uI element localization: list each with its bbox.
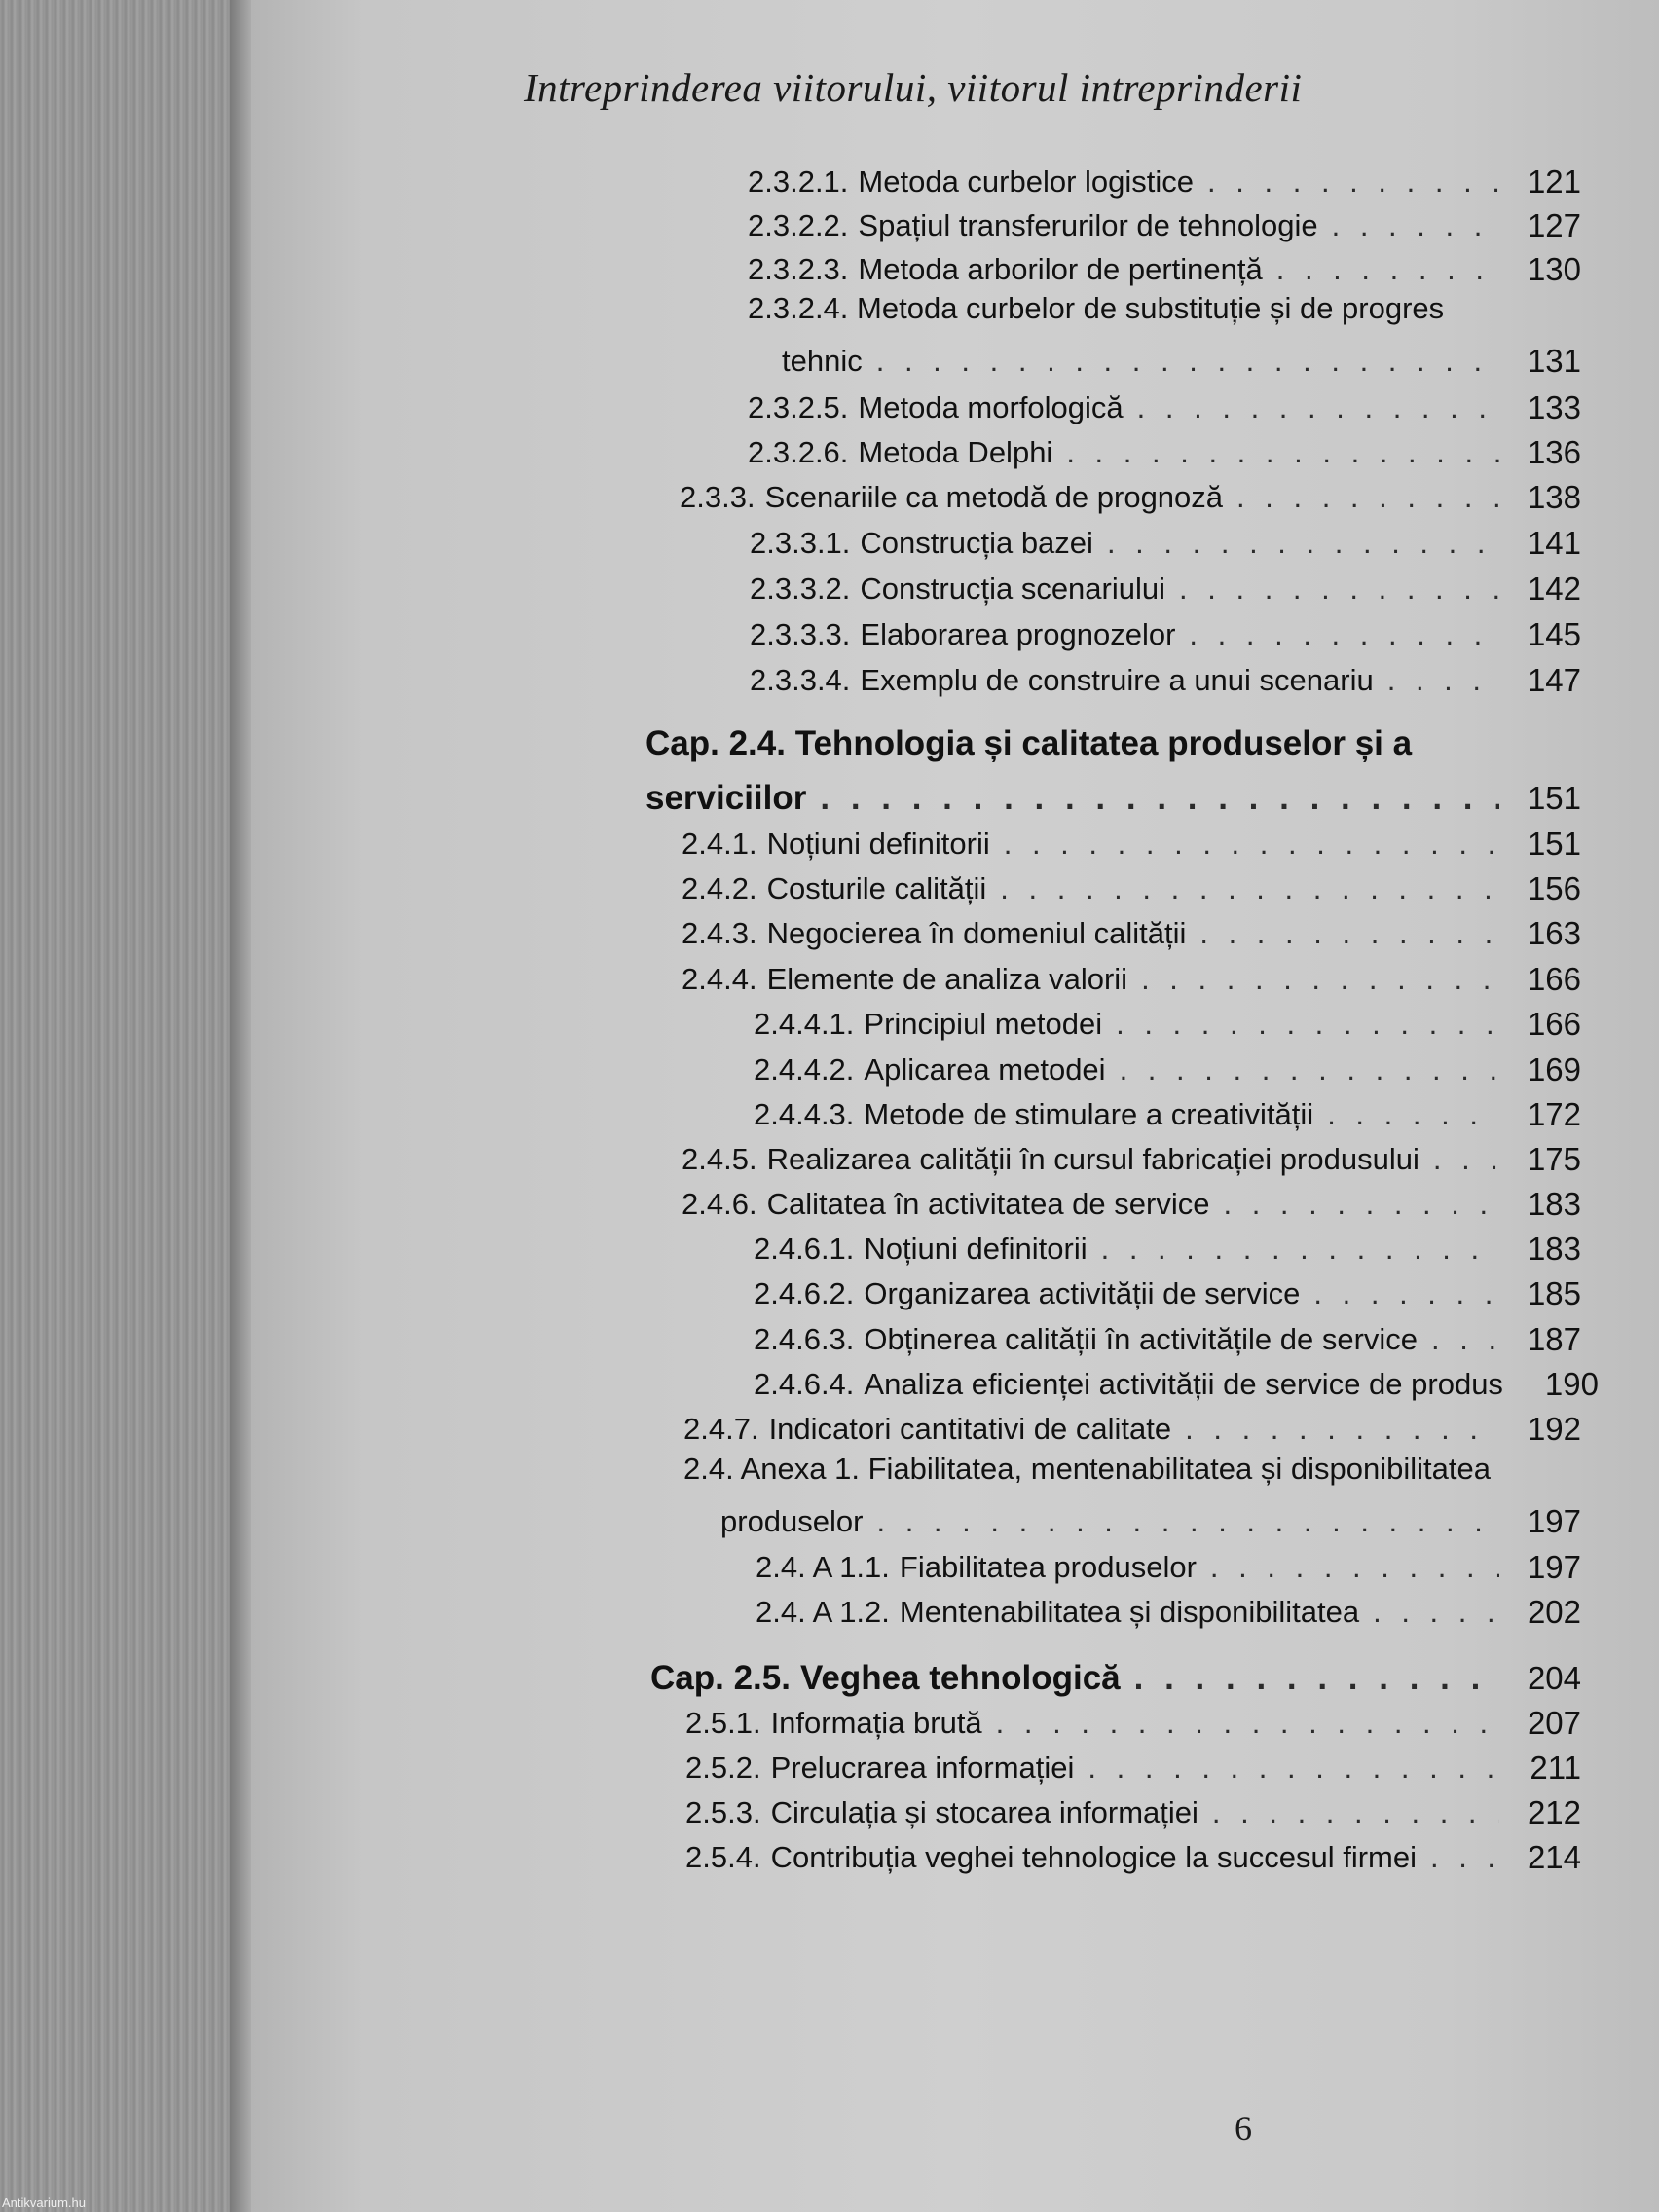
entry-title: Metoda curbelor logistice xyxy=(858,165,1195,199)
dot-leader xyxy=(1107,525,1499,562)
entry-title: produselor xyxy=(720,1504,864,1538)
chapter-heading-first-line xyxy=(645,725,1412,762)
entry-title: Exemplu de construire a unui scenariu xyxy=(860,663,1374,697)
entry-number: 2.3.2.5. xyxy=(748,390,849,424)
entry-page: 156 xyxy=(1527,870,1581,906)
entry-page: 121 xyxy=(1527,164,1581,200)
toc-entry xyxy=(750,563,1581,608)
entry-title: Fiabilitatea produselor xyxy=(899,1550,1197,1584)
toc-entry-first-line xyxy=(683,1451,1491,1488)
toc-entry xyxy=(748,382,1581,426)
entry-page: 166 xyxy=(1527,961,1581,997)
entry-number: 2.3.3. xyxy=(680,480,756,514)
toc-entry xyxy=(754,1088,1581,1133)
toc-entry xyxy=(754,1268,1581,1312)
dot-leader xyxy=(1373,1594,1499,1631)
toc-entry xyxy=(756,1541,1581,1586)
table-of-contents xyxy=(251,0,1659,2212)
entry-number: 2.4. A 1.2. xyxy=(756,1595,890,1629)
dot-leader xyxy=(876,1503,1499,1540)
toc-entry xyxy=(754,1223,1581,1268)
entry-number: 2.4.4.3. xyxy=(754,1097,855,1131)
entry-title: Analiza eficienței activității de service de produs xyxy=(864,1367,1503,1401)
entry-number: 2.4.6.3. xyxy=(754,1322,855,1356)
dot-leader xyxy=(1179,571,1499,608)
dot-leader xyxy=(1236,479,1499,516)
entry-number: 2.4.5. xyxy=(682,1142,757,1176)
entry-page: 197 xyxy=(1527,1549,1581,1585)
entry-title: Prelucrarea informației xyxy=(770,1751,1075,1785)
entry-title: Circulația și stocarea informației xyxy=(770,1795,1198,1829)
entry-title-line1: Anexa 1. Fiabilitatea, mentenabilitatea și disponibilitatea xyxy=(740,1452,1491,1486)
dot-leader xyxy=(1185,1411,1499,1448)
entry-number: 2.3.2.6. xyxy=(748,435,849,469)
entry-page: 202 xyxy=(1527,1594,1581,1630)
entry-page: 214 xyxy=(1527,1839,1581,1875)
toc-entry xyxy=(756,1586,1581,1631)
dot-leader xyxy=(1223,1186,1499,1223)
dot-leader xyxy=(1387,662,1499,699)
chapter-title: serviciilor xyxy=(645,779,807,817)
entry-number: 2.4.6.2. xyxy=(754,1276,855,1310)
entry-page: 133 xyxy=(1527,389,1581,425)
entry-number: 2.3.2.1. xyxy=(748,165,849,199)
toc-entry xyxy=(750,608,1581,653)
dot-leader xyxy=(1433,1141,1499,1178)
entry-title: Organizarea activității de service xyxy=(864,1276,1301,1310)
entry-page: 207 xyxy=(1527,1705,1581,1741)
dot-leader xyxy=(1430,1839,1499,1876)
entry-number: 2.4.4. xyxy=(682,962,757,996)
toc-entry xyxy=(748,200,1581,244)
dot-leader xyxy=(876,343,1499,380)
entry-title: tehnic xyxy=(782,344,863,378)
toc-entry xyxy=(685,1697,1581,1742)
entry-title: Noțiuni definitorii xyxy=(766,827,990,861)
entry-page: 172 xyxy=(1527,1096,1581,1132)
entry-number: 2.4.6. xyxy=(682,1187,757,1221)
entry-title: Negocierea în domeniul calității xyxy=(766,916,1187,950)
entry-number: 2.3.3.1. xyxy=(750,526,851,560)
chapter-heading xyxy=(650,1652,1581,1697)
running-head: Intreprinderea viitorului, viitorul intreprinderii xyxy=(524,65,1303,110)
entry-title: Realizarea calității în cursul fabricației produsului xyxy=(766,1142,1419,1176)
toc-entry xyxy=(750,654,1581,699)
entry-page: 151 xyxy=(1527,826,1581,862)
toc-entry xyxy=(685,1787,1581,1831)
dot-leader xyxy=(1313,1275,1499,1312)
entry-page: 141 xyxy=(1527,525,1581,561)
toc-entry xyxy=(680,471,1581,516)
entry-number: 2.4.4.1. xyxy=(754,1007,855,1041)
watermark: Antikvarium.hu xyxy=(2,2195,86,2210)
dot-leader xyxy=(1212,1794,1499,1831)
dot-leader xyxy=(1137,389,1499,426)
toc-entry xyxy=(720,1495,1581,1540)
entry-number: 2.5.2. xyxy=(685,1751,761,1785)
chapter-number: Cap. 2.4. xyxy=(645,724,786,762)
entry-title: Mentenabilitatea și disponibilitatea xyxy=(899,1595,1360,1629)
entry-number: 2.3.3.2. xyxy=(750,571,851,606)
toc-entry xyxy=(682,863,1581,907)
entry-page: 147 xyxy=(1527,662,1581,698)
entry-page: 212 xyxy=(1527,1794,1581,1830)
entry-page: 142 xyxy=(1527,571,1581,607)
entry-number: 2.4.6.1. xyxy=(754,1232,855,1266)
entry-title: Contribuția veghei tehnologice la succesul firmei xyxy=(770,1840,1417,1874)
dot-leader xyxy=(1141,961,1499,998)
entry-number: 2.4.7. xyxy=(683,1412,759,1446)
entry-page: 175 xyxy=(1527,1141,1581,1177)
entry-page: 151 xyxy=(1527,780,1581,816)
entry-number: 2.5.1. xyxy=(685,1706,761,1740)
entry-number: 2.4.1. xyxy=(682,827,757,861)
dot-leader xyxy=(1101,1231,1499,1268)
dot-leader xyxy=(1116,1006,1499,1043)
entry-page: 138 xyxy=(1527,479,1581,515)
entry-page: 127 xyxy=(1527,207,1581,243)
dot-leader xyxy=(1000,870,1499,907)
dot-leader xyxy=(1207,164,1499,201)
book-page xyxy=(251,0,1659,2212)
dot-leader xyxy=(1276,251,1499,288)
toc-entry xyxy=(754,1358,1599,1403)
toc-entry xyxy=(682,1178,1581,1223)
dot-leader xyxy=(1210,1549,1499,1586)
chapter-title: Veghea tehnologică xyxy=(799,1659,1121,1697)
entry-number: 2.3.2.3. xyxy=(748,252,849,286)
entry-title: Informația brută xyxy=(770,1706,982,1740)
entry-page: 183 xyxy=(1527,1231,1581,1267)
dot-leader xyxy=(1066,434,1499,471)
entry-number: 2.4.4.2. xyxy=(754,1052,855,1087)
entry-title: Metoda arborilor de pertinență xyxy=(858,252,1263,286)
entry-page: 130 xyxy=(1527,251,1581,287)
dot-leader xyxy=(1134,1660,1499,1697)
entry-title: Principiul metodei xyxy=(864,1007,1103,1041)
entry-title: Noțiuni definitorii xyxy=(864,1232,1088,1266)
dot-leader xyxy=(1004,826,1499,863)
entry-title: Metode de stimulare a creativității xyxy=(864,1097,1314,1131)
toc-entry xyxy=(683,1403,1581,1448)
entry-number: 2.3.3.4. xyxy=(750,663,851,697)
toc-entry xyxy=(754,1044,1581,1088)
entry-number: 2.3.3.3. xyxy=(750,617,851,651)
entry-title: Costurile calității xyxy=(766,871,987,905)
toc-entry xyxy=(754,998,1581,1043)
toc-entry xyxy=(685,1831,1581,1876)
toc-entry-first-line xyxy=(748,290,1444,327)
entry-title: Metoda Delphi xyxy=(858,435,1053,469)
entry-number: 2.5.4. xyxy=(685,1840,761,1874)
table-surface xyxy=(0,0,268,2212)
entry-page: 131 xyxy=(1527,343,1581,379)
entry-number: 2.5.3. xyxy=(685,1795,761,1829)
entry-page: 185 xyxy=(1527,1275,1581,1311)
toc-entry xyxy=(750,517,1581,562)
entry-title-line1: Metoda curbelor de substituție și de progres xyxy=(857,291,1445,325)
chapter-title-line1: Tehnologia și calitatea produselor și a xyxy=(794,724,1413,762)
entry-title: Elaborarea prognozelor xyxy=(860,617,1176,651)
entry-page: 169 xyxy=(1527,1051,1581,1088)
entry-number: 2.4. A 1.1. xyxy=(756,1550,890,1584)
entry-page: 166 xyxy=(1527,1006,1581,1042)
entry-title: Construcția bazei xyxy=(860,526,1093,560)
entry-number: 2.4. xyxy=(683,1452,734,1486)
entry-number: 2.4.2. xyxy=(682,871,757,905)
toc-entry xyxy=(782,335,1581,380)
toc-entry xyxy=(748,426,1581,471)
entry-title: Aplicarea metodei xyxy=(864,1052,1106,1087)
entry-title: Construcția scenariului xyxy=(860,571,1166,606)
entry-title: Calitatea în activitatea de service xyxy=(766,1187,1210,1221)
toc-entry xyxy=(682,953,1581,998)
entry-number: 2.4.3. xyxy=(682,916,757,950)
entry-title: Scenariile ca metodă de prognoză xyxy=(764,480,1224,514)
entry-page: 145 xyxy=(1527,616,1581,652)
dot-leader xyxy=(1332,207,1499,244)
toc-entry xyxy=(682,907,1581,952)
entry-page: 204 xyxy=(1527,1660,1581,1696)
toc-entry xyxy=(682,1133,1581,1178)
entry-title: Indicatori cantitativi de calitate xyxy=(768,1412,1172,1446)
dot-leader xyxy=(1327,1096,1499,1133)
toc-entry xyxy=(748,156,1581,201)
dot-leader xyxy=(1189,616,1499,653)
chapter-heading xyxy=(645,772,1581,817)
dot-leader xyxy=(1199,915,1499,952)
chapter-number: Cap. 2.5. xyxy=(650,1659,791,1697)
dot-leader xyxy=(820,780,1499,817)
entry-page: 211 xyxy=(1530,1750,1581,1786)
entry-page: 192 xyxy=(1527,1411,1581,1447)
dot-leader xyxy=(1431,1321,1499,1358)
page-number: 6 xyxy=(1235,2109,1252,2148)
entry-page: 163 xyxy=(1527,915,1581,951)
entry-title: Metoda morfologică xyxy=(858,390,1124,424)
entry-number: 2.3.2.4. xyxy=(748,291,849,325)
toc-entry xyxy=(682,818,1581,863)
toc-entry xyxy=(754,1313,1581,1358)
entry-page: 187 xyxy=(1527,1321,1581,1357)
entry-page: 197 xyxy=(1527,1503,1581,1539)
entry-page: 190 xyxy=(1544,1366,1599,1402)
toc-entry xyxy=(685,1742,1581,1787)
entry-page: 136 xyxy=(1527,434,1581,470)
dot-leader xyxy=(996,1705,1499,1742)
toc-entry xyxy=(748,243,1581,288)
dot-leader xyxy=(1088,1750,1499,1787)
entry-page: 183 xyxy=(1527,1186,1581,1222)
dot-leader xyxy=(1120,1051,1499,1088)
entry-number: 2.4.6.4. xyxy=(754,1367,855,1401)
entry-title: Obținerea calității în activitățile de service xyxy=(864,1322,1419,1356)
entry-title: Spațiul transferurilor de tehnologie xyxy=(858,208,1318,242)
entry-title: Elemente de analiza valorii xyxy=(766,962,1128,996)
entry-number: 2.3.2.2. xyxy=(748,208,849,242)
